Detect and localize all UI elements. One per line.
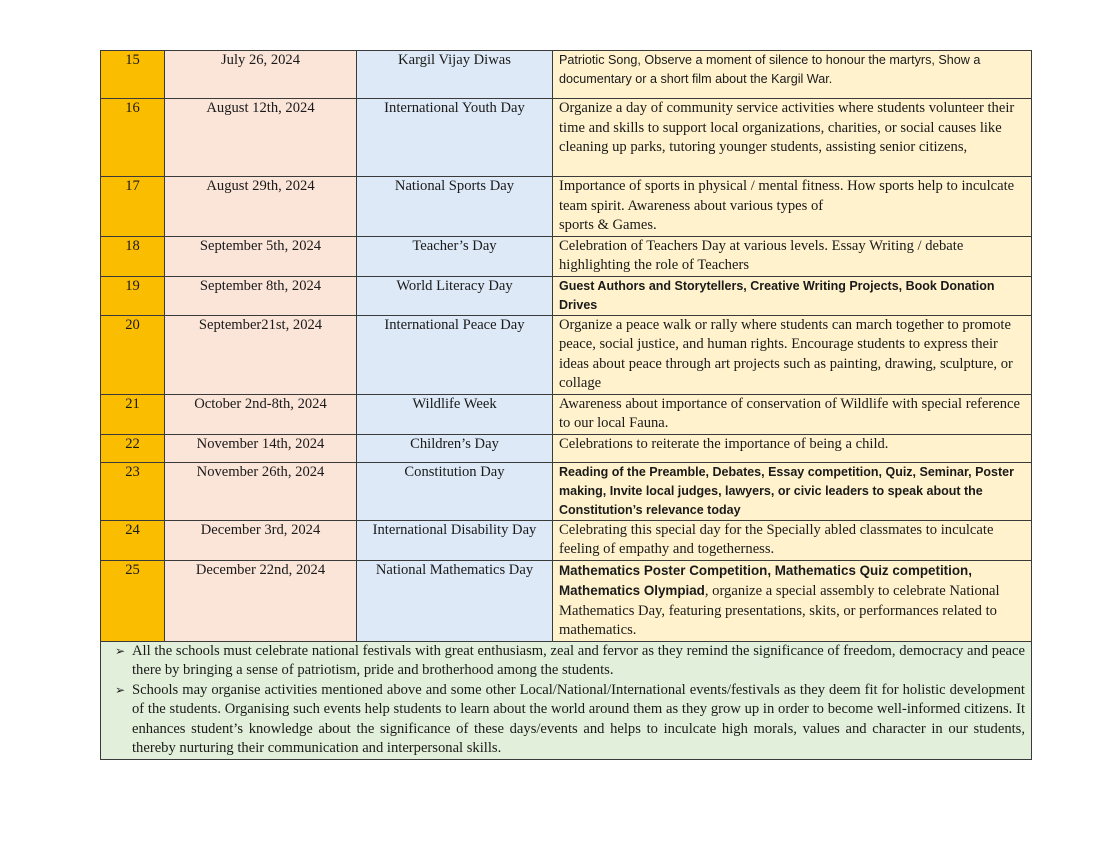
event-date: July 26, 2024: [165, 51, 357, 99]
table-row: [101, 520, 1032, 560]
row-number: 22: [101, 434, 165, 462]
arrow-bullet-icon: ➢: [115, 682, 126, 697]
event-name: Children’s Day: [357, 434, 553, 462]
row-number: 23: [101, 462, 165, 520]
notes-cell: [101, 641, 1032, 759]
event-activity: Reading of the Preamble, Debates, Essay competition, Quiz, Seminar, Poster making, Invite local judges, lawyers, or civic leaders to speak about the Constitution’s relevance today: [553, 462, 1032, 520]
row-number: 18: [101, 236, 165, 276]
events-table: [100, 50, 1032, 760]
row-number: 16: [101, 99, 165, 177]
event-date: November 26th, 2024: [165, 462, 357, 520]
event-activity: Celebrations to reiterate the importance of being a child.: [553, 434, 1032, 462]
row-number: 19: [101, 276, 165, 315]
event-date: October 2nd-8th, 2024: [165, 394, 357, 434]
activity-highlight: Mathematics Poster Competition, Mathematics Quiz competition, Mathematics Olympiad: [559, 562, 972, 598]
event-name: Constitution Day: [357, 462, 553, 520]
activity-rest: , organize a special assembly to celebrate National Mathematics Day, featuring presentations, skits, or performances related to mathematics.: [559, 583, 1000, 638]
event-date: November 14th, 2024: [165, 434, 357, 462]
table-row: [101, 99, 1032, 177]
event-name: World Literacy Day: [357, 276, 553, 315]
row-number: 20: [101, 315, 165, 394]
event-activity: Awareness about importance of conservation of Wildlife with special reference to our local Fauna.: [553, 394, 1032, 434]
event-activity: [553, 177, 1032, 237]
event-name: National Sports Day: [357, 177, 553, 237]
event-activity: [553, 560, 1032, 641]
event-name: Wildlife Week: [357, 394, 553, 434]
row-number: 21: [101, 394, 165, 434]
event-activity: Celebrating this special day for the Specially abled classmates to inculcate feeling of empathy and togetherness.: [553, 520, 1032, 560]
row-number: 17: [101, 177, 165, 237]
event-date: December 3rd, 2024: [165, 520, 357, 560]
row-number: 24: [101, 520, 165, 560]
event-date: September21st, 2024: [165, 315, 357, 394]
note-text: Schools may organise activities mentioned above and some other Local/National/International events/festivals as they deem fit for holistic development of the students. Organising such events help students to learn about the world around them as they grow up in order to become well-informed citizens. It enhances student’s knowledge about the significance of these days/events and helps to inculcate high morals, values and character in our students, thereby nurturing their communication and interpersonal skills.: [132, 681, 1025, 756]
event-date: August 29th, 2024: [165, 177, 357, 237]
event-date: August 12th, 2024: [165, 99, 357, 177]
event-name: International Youth Day: [357, 99, 553, 177]
arrow-bullet-icon: ➢: [115, 643, 126, 658]
event-name: Teacher’s Day: [357, 236, 553, 276]
table-row: [101, 434, 1032, 462]
event-date: December 22nd, 2024: [165, 560, 357, 641]
activity-calendar: [100, 50, 1032, 760]
table-row: [101, 462, 1032, 520]
note-item: [115, 681, 1025, 759]
event-date: September 5th, 2024: [165, 236, 357, 276]
row-number: 15: [101, 51, 165, 99]
event-activity: Guest Authors and Storytellers, Creative Writing Projects, Book Donation Drives: [553, 276, 1032, 315]
event-name: International Disability Day: [357, 520, 553, 560]
activity-line: Importance of sports in physical / mental fitness. How sports help to inculcate team spirit. Awareness about various types of: [559, 178, 1015, 214]
note-item: [115, 642, 1025, 681]
event-name: National Mathematics Day: [357, 560, 553, 641]
table-row: [101, 560, 1032, 641]
table-row: [101, 276, 1032, 315]
activity-line: sports & Games.: [559, 217, 657, 233]
event-activity: Organize a peace walk or rally where students can march together to promote peace, social justice, and human rights. Encourage students to express their ideas about peace through art projects such as painting, drawing, sculpture, or collage: [553, 315, 1032, 394]
table-row: [101, 394, 1032, 434]
event-name: Kargil Vijay Diwas: [357, 51, 553, 99]
note-text: All the schools must celebrate national festivals with great enthusiasm, zeal and fervor as they remind the significance of freedom, democracy and peace there by bringing a sense of patriotism, pride and brotherhood among the students.: [132, 642, 1025, 678]
event-name: International Peace Day: [357, 315, 553, 394]
table-row: [101, 236, 1032, 276]
event-activity: Celebration of Teachers Day at various levels. Essay Writing / debate highlighting the role of Teachers: [553, 236, 1032, 276]
row-number: 25: [101, 560, 165, 641]
table-row: [101, 177, 1032, 237]
event-date: September 8th, 2024: [165, 276, 357, 315]
notes-row: [101, 641, 1032, 759]
event-activity: Organize a day of community service activities where students volunteer their time and skills to support local organizations, charities, or social causes like cleaning up parks, tutoring younger students, assisting senior citizens,: [553, 99, 1032, 177]
table-row: [101, 315, 1032, 394]
event-activity: Patriotic Song, Observe a moment of silence to honour the martyrs, Show a documentary or a short film about the Kargil War.: [553, 51, 1032, 99]
table-row: [101, 51, 1032, 99]
